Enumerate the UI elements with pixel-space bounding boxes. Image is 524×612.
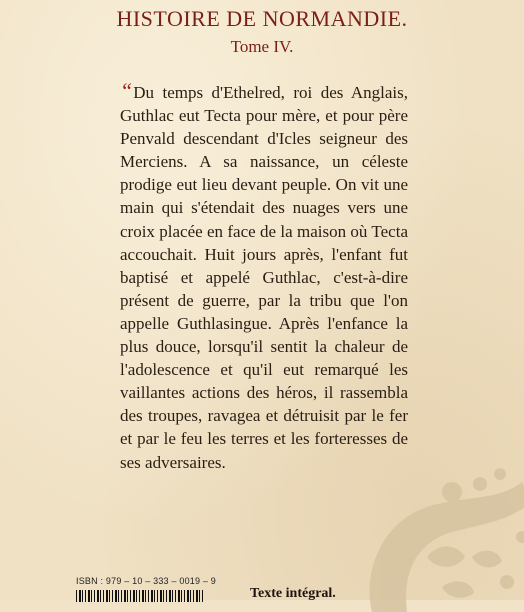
body-paragraph <box>120 80 408 474</box>
full-text-label: Texte intégral. <box>250 586 336 601</box>
body-text: Du temps d'Ethelred, roi des Anglais, Guthlac eut Tecta pour mère, et pour père Penvald descendant d'Icles seigneur des Merciens. A sa naissance, un céleste prodige eut lieu devant peuple. On vit une main qui s'étendait des nuages vers une croix placée en face de la maison où Tecta accouchait. Huit jours après, l'enfant fut baptisé et appelé Guthlac, c'est-à-dire présent de guerre, par la tribu que l'on appelle Guthlasingue. Après l'enfance la plus douce, lorsqu'il sentit la chaleur de l'adolescence et qu'il eut remarqué les vaillantes actions des héros, il rassembla des troupes, ravagea et détruisit par le fer et par le feu les terres et les forteresses de ses adversaires. <box>120 83 408 472</box>
header <box>0 6 524 58</box>
barcode <box>76 590 204 602</box>
open-quote-mark: “ <box>120 78 133 103</box>
isbn: ISBN : 979 – 10 – 333 – 0019 – 9 <box>76 576 217 586</box>
decorative-initial-ornament <box>332 462 524 612</box>
volume-label: Tome IV. <box>230 37 294 56</box>
series-title: HISTOIRE DE NORMANDIE. <box>116 6 408 31</box>
